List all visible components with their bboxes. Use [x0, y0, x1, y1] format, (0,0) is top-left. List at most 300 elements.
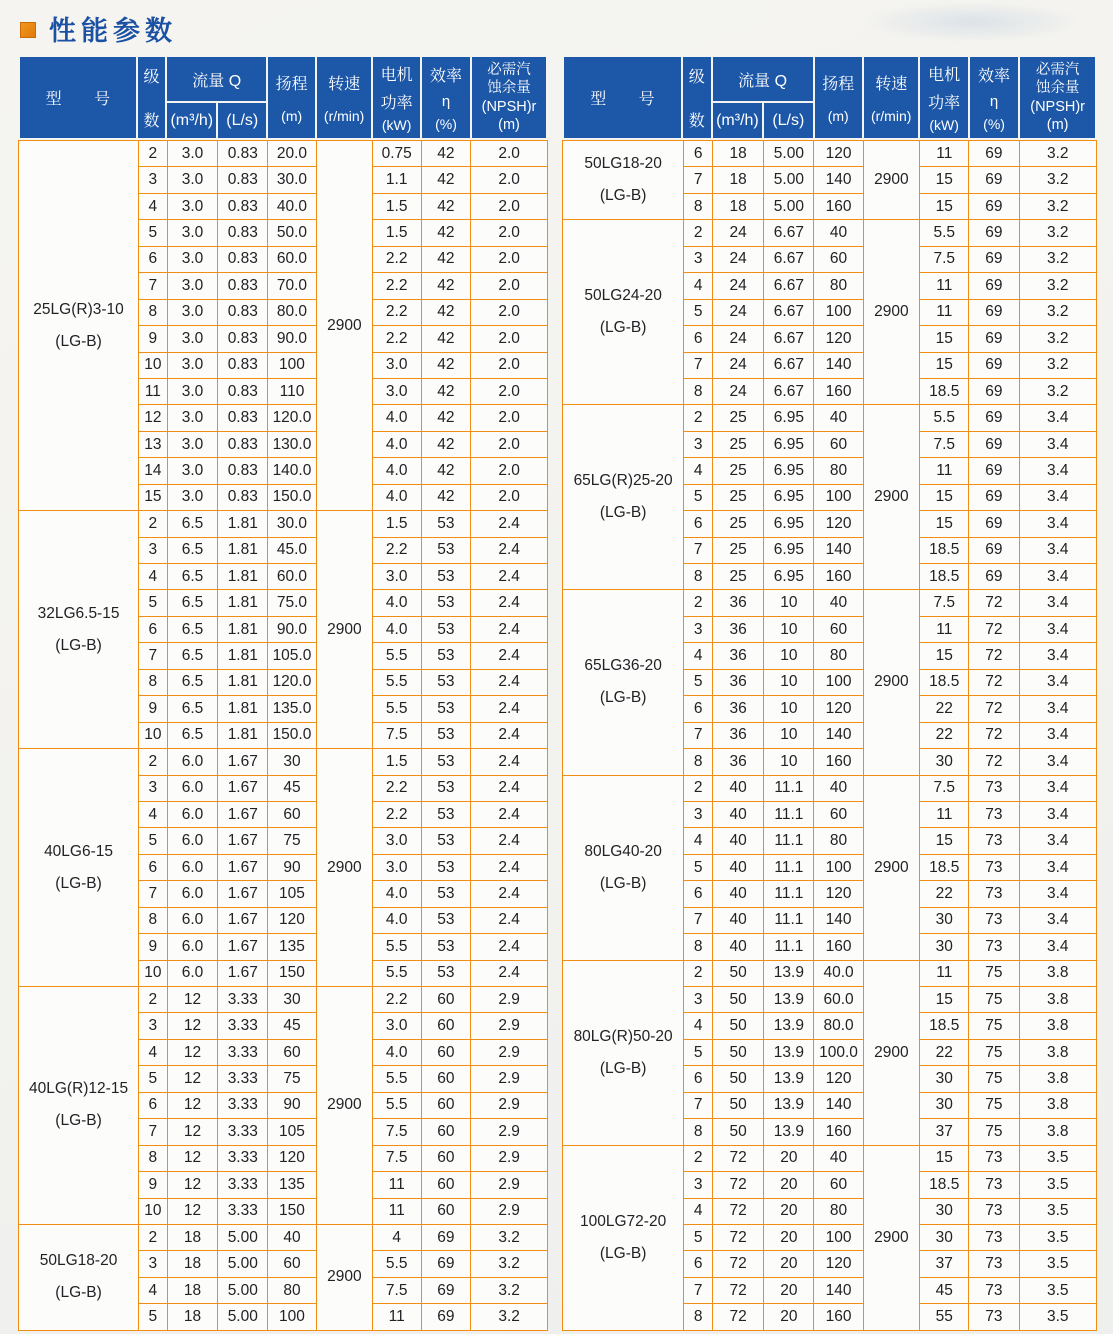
cell-head: 80.0 [268, 299, 317, 325]
speed-cell: 2900 [863, 590, 920, 775]
cell-efficiency: 53 [421, 907, 471, 933]
model-variant: (LG-B) [599, 1059, 647, 1077]
cell-power: 11 [372, 1172, 421, 1198]
cell-flow-m3h: 3.0 [167, 299, 218, 325]
cell-stages: 4 [139, 564, 168, 590]
cell-flow-m3h: 36 [713, 722, 764, 748]
cell-flow-m3h: 40 [713, 881, 764, 907]
cell-head: 45 [268, 1013, 317, 1039]
cell-head: 140 [814, 907, 863, 933]
tables-area [18, 55, 1097, 1331]
table-header [18, 55, 548, 140]
speed-cell: 2900 [863, 1145, 920, 1330]
cell-flow-ls: 0.83 [218, 141, 268, 167]
cell-flow-m3h: 6.0 [167, 801, 218, 827]
cell-power: 11 [920, 801, 969, 827]
cell-flow-m3h: 36 [713, 643, 764, 669]
cell-flow-m3h: 40 [713, 907, 764, 933]
cell-power: 2.2 [372, 775, 421, 801]
cell-power: 11 [372, 1304, 421, 1330]
cell-power: 15 [920, 193, 969, 219]
cell-stages: 6 [684, 1251, 713, 1277]
cell-power: 11 [920, 141, 969, 167]
cell-npsh: 3.2 [1019, 378, 1096, 404]
cell-head: 40.0 [814, 960, 863, 986]
cell-flow-ls: 5.00 [218, 1224, 268, 1250]
cell-efficiency: 60 [421, 1198, 471, 1224]
cell-stages: 4 [684, 1198, 713, 1224]
cell-flow-m3h: 36 [713, 616, 764, 642]
cell-flow-m3h: 3.0 [167, 484, 218, 510]
cell-head: 110 [268, 378, 317, 404]
cell-flow-ls: 6.67 [764, 273, 814, 299]
cell-head: 120 [268, 907, 317, 933]
cell-flow-m3h: 18 [713, 193, 764, 219]
cell-power: 18.5 [920, 1172, 969, 1198]
cell-flow-m3h: 24 [713, 352, 764, 378]
cell-head: 40.0 [268, 193, 317, 219]
cell-stages: 4 [139, 193, 168, 219]
cell-head: 140 [814, 537, 863, 563]
cell-power: 5.5 [372, 1066, 421, 1092]
cell-efficiency: 42 [421, 246, 471, 272]
cell-power: 2.2 [372, 987, 421, 1013]
cell-head: 100 [814, 854, 863, 880]
cell-power: 30 [920, 934, 969, 960]
cell-efficiency: 75 [969, 1013, 1019, 1039]
cell-flow-m3h: 25 [713, 431, 764, 457]
cell-stages: 6 [139, 246, 168, 272]
cell-head: 20.0 [268, 141, 317, 167]
cell-npsh: 3.4 [1019, 801, 1096, 827]
section-title-bar [20, 9, 177, 48]
cell-npsh: 3.4 [1019, 405, 1096, 431]
cell-efficiency: 53 [421, 934, 471, 960]
cell-efficiency: 73 [969, 1172, 1019, 1198]
cell-npsh: 3.4 [1019, 590, 1096, 616]
cell-npsh: 2.0 [471, 352, 548, 378]
speed-cell: 2900 [863, 405, 920, 590]
table-row [19, 749, 548, 775]
model-cell [563, 141, 684, 220]
cell-stages: 8 [684, 378, 713, 404]
cell-stages: 2 [684, 960, 713, 986]
cell-stages: 12 [139, 405, 168, 431]
cell-efficiency: 72 [969, 696, 1019, 722]
cell-stages: 8 [139, 669, 168, 695]
cell-stages: 8 [684, 1304, 713, 1330]
cell-flow-ls: 3.33 [218, 1092, 268, 1118]
cell-power: 22 [920, 696, 969, 722]
cell-head: 60 [814, 431, 863, 457]
cell-npsh: 2.0 [471, 299, 548, 325]
cell-head: 120 [814, 141, 863, 167]
cell-efficiency: 42 [421, 193, 471, 219]
cell-flow-ls: 1.81 [218, 669, 268, 695]
cell-npsh: 3.8 [1019, 1119, 1096, 1145]
cell-power: 5.5 [372, 696, 421, 722]
cell-npsh: 3.4 [1019, 854, 1096, 880]
model-cell [563, 960, 684, 1145]
cell-stages: 8 [139, 1145, 168, 1171]
cell-head: 70.0 [268, 273, 317, 299]
cell-npsh: 3.8 [1019, 1013, 1096, 1039]
cell-flow-m3h: 3.0 [167, 405, 218, 431]
cell-flow-ls: 20 [764, 1304, 814, 1330]
cell-head: 100 [814, 484, 863, 510]
cell-flow-m3h: 50 [713, 1066, 764, 1092]
cell-stages: 13 [139, 431, 168, 457]
cell-stages: 4 [139, 801, 168, 827]
cell-efficiency: 69 [421, 1277, 471, 1303]
cell-npsh: 2.0 [471, 273, 548, 299]
cell-flow-ls: 1.81 [218, 537, 268, 563]
cell-npsh: 3.4 [1019, 775, 1096, 801]
cell-flow-m3h: 6.0 [167, 881, 218, 907]
column-header-flow-m3h: (m³/h) [713, 103, 762, 138]
cell-stages: 7 [684, 537, 713, 563]
cell-efficiency: 69 [969, 431, 1019, 457]
cell-stages: 2 [139, 987, 168, 1013]
cell-npsh: 2.4 [471, 511, 548, 537]
cell-flow-ls: 3.33 [218, 1013, 268, 1039]
cell-efficiency: 73 [969, 775, 1019, 801]
cell-power: 11 [920, 960, 969, 986]
cell-power: 5.5 [372, 960, 421, 986]
cell-flow-m3h: 3.0 [167, 326, 218, 352]
cell-flow-ls: 10 [764, 616, 814, 642]
cell-efficiency: 73 [969, 828, 1019, 854]
cell-stages: 2 [139, 511, 168, 537]
cell-head: 40 [814, 220, 863, 246]
cell-power: 7.5 [920, 431, 969, 457]
cell-efficiency: 42 [421, 458, 471, 484]
cell-flow-ls: 5.00 [764, 141, 814, 167]
cell-flow-ls: 0.83 [218, 352, 268, 378]
speed-cell: 2900 [863, 775, 920, 960]
cell-flow-m3h: 6.5 [167, 669, 218, 695]
column-header-stages: 级 数 [138, 57, 166, 138]
cell-head: 40 [814, 1145, 863, 1171]
column-header-flow-ls: (L/s) [218, 103, 266, 138]
cell-flow-ls: 13.9 [764, 1092, 814, 1118]
cell-stages: 9 [139, 1172, 168, 1198]
cell-efficiency: 69 [969, 458, 1019, 484]
cell-head: 30 [268, 749, 317, 775]
cell-stages: 8 [139, 907, 168, 933]
cell-power: 15 [920, 828, 969, 854]
cell-flow-ls: 1.67 [218, 881, 268, 907]
cell-stages: 6 [684, 1066, 713, 1092]
table-row [19, 511, 548, 537]
cell-flow-m3h: 6.5 [167, 590, 218, 616]
cell-npsh: 2.4 [471, 960, 548, 986]
cell-flow-m3h: 18 [167, 1277, 218, 1303]
cell-npsh: 3.8 [1019, 1092, 1096, 1118]
cell-head: 140 [814, 1277, 863, 1303]
cell-stages: 7 [139, 1119, 168, 1145]
cell-npsh: 3.2 [471, 1304, 548, 1330]
cell-head: 60 [814, 1172, 863, 1198]
speed-cell: 2900 [316, 987, 372, 1225]
cell-flow-ls: 6.95 [764, 431, 814, 457]
cell-efficiency: 53 [421, 590, 471, 616]
cell-head: 140 [814, 1092, 863, 1118]
cell-head: 130.0 [268, 431, 317, 457]
model-name: 65LG(R)25-20 [573, 472, 673, 490]
cell-efficiency: 73 [969, 1224, 1019, 1250]
cell-power: 22 [920, 1039, 969, 1065]
cell-power: 4 [372, 1224, 421, 1250]
cell-stages: 2 [684, 220, 713, 246]
cell-efficiency: 69 [969, 405, 1019, 431]
cell-npsh: 3.2 [471, 1224, 548, 1250]
cell-power: 3.0 [372, 378, 421, 404]
cell-flow-ls: 6.95 [764, 564, 814, 590]
cell-stages: 4 [139, 1277, 168, 1303]
cell-head: 140 [814, 722, 863, 748]
cell-efficiency: 69 [969, 352, 1019, 378]
cell-power: 15 [920, 167, 969, 193]
cell-power: 15 [920, 643, 969, 669]
cell-flow-ls: 1.67 [218, 854, 268, 880]
cell-npsh: 2.4 [471, 801, 548, 827]
cell-flow-m3h: 6.5 [167, 564, 218, 590]
cell-head: 160 [814, 378, 863, 404]
cell-power: 22 [920, 881, 969, 907]
cell-npsh: 3.4 [1019, 431, 1096, 457]
cell-stages: 10 [139, 960, 168, 986]
cell-efficiency: 73 [969, 881, 1019, 907]
cell-flow-ls: 3.33 [218, 987, 268, 1013]
cell-flow-m3h: 12 [167, 987, 218, 1013]
cell-stages: 6 [684, 141, 713, 167]
cell-flow-m3h: 6.0 [167, 828, 218, 854]
cell-power: 2.2 [372, 273, 421, 299]
cell-power: 18.5 [920, 564, 969, 590]
cell-efficiency: 60 [421, 987, 471, 1013]
cell-stages: 7 [684, 907, 713, 933]
cell-npsh: 3.2 [471, 1251, 548, 1277]
cell-power: 4.0 [372, 458, 421, 484]
cell-stages: 5 [684, 854, 713, 880]
cell-npsh: 3.5 [1019, 1172, 1096, 1198]
cell-efficiency: 69 [969, 484, 1019, 510]
cell-flow-m3h: 36 [713, 696, 764, 722]
cell-efficiency: 60 [421, 1039, 471, 1065]
cell-flow-ls: 6.67 [764, 220, 814, 246]
cell-efficiency: 42 [421, 273, 471, 299]
cell-flow-ls: 0.83 [218, 378, 268, 404]
cell-efficiency: 60 [421, 1013, 471, 1039]
cell-flow-ls: 0.83 [218, 484, 268, 510]
cell-npsh: 2.9 [471, 1013, 548, 1039]
model-name: 65LG36-20 [584, 657, 662, 675]
cell-efficiency: 53 [421, 960, 471, 986]
cell-npsh: 2.9 [471, 1039, 548, 1065]
cell-stages: 6 [139, 854, 168, 880]
cell-stages: 4 [684, 458, 713, 484]
cell-efficiency: 42 [421, 378, 471, 404]
cell-efficiency: 75 [969, 960, 1019, 986]
cell-flow-m3h: 6.0 [167, 907, 218, 933]
cell-stages: 4 [684, 1013, 713, 1039]
cell-power: 7.5 [920, 246, 969, 272]
cell-efficiency: 69 [969, 537, 1019, 563]
cell-power: 2.2 [372, 537, 421, 563]
cell-flow-m3h: 50 [713, 1119, 764, 1145]
cell-flow-m3h: 6.0 [167, 960, 218, 986]
cell-npsh: 2.0 [471, 405, 548, 431]
page-title: 性能参数 [49, 16, 177, 46]
cell-flow-ls: 0.83 [218, 299, 268, 325]
cell-stages: 3 [684, 1172, 713, 1198]
cell-npsh: 3.4 [1019, 669, 1096, 695]
cell-npsh: 3.4 [1019, 616, 1096, 642]
cell-power: 5.5 [372, 934, 421, 960]
cell-power: 7.5 [372, 722, 421, 748]
cell-flow-ls: 1.67 [218, 801, 268, 827]
speed-cell: 2900 [316, 1224, 372, 1330]
cell-npsh: 2.9 [471, 1119, 548, 1145]
cell-npsh: 2.9 [471, 1145, 548, 1171]
cell-efficiency: 69 [421, 1304, 471, 1330]
cell-power: 3.0 [372, 1013, 421, 1039]
cell-flow-ls: 10 [764, 722, 814, 748]
square-bullet-icon [20, 22, 36, 38]
cell-stages: 14 [139, 458, 168, 484]
cell-power: 4.0 [372, 484, 421, 510]
cell-npsh: 3.2 [1019, 326, 1096, 352]
cell-npsh: 3.8 [1019, 960, 1096, 986]
cell-stages: 8 [139, 299, 168, 325]
cell-flow-m3h: 3.0 [167, 352, 218, 378]
model-cell [563, 1145, 684, 1330]
cell-power: 15 [920, 987, 969, 1013]
cell-efficiency: 42 [421, 299, 471, 325]
cell-efficiency: 60 [421, 1066, 471, 1092]
cell-flow-ls: 1.81 [218, 696, 268, 722]
column-header-flow-m3h: (m³/h) [167, 103, 216, 138]
cell-efficiency: 69 [969, 220, 1019, 246]
cell-npsh: 2.9 [471, 1092, 548, 1118]
cell-head: 80 [814, 1198, 863, 1224]
cell-npsh: 3.2 [1019, 246, 1096, 272]
cell-power: 2.2 [372, 326, 421, 352]
cell-npsh: 3.2 [1019, 193, 1096, 219]
cell-power: 22 [920, 722, 969, 748]
cell-power: 11 [920, 616, 969, 642]
cell-head: 80 [268, 1277, 317, 1303]
cell-head: 60.0 [268, 246, 317, 272]
column-header-power: 电机 功率 (kW) [373, 57, 420, 138]
cell-flow-m3h: 24 [713, 378, 764, 404]
cell-flow-m3h: 40 [713, 775, 764, 801]
cell-efficiency: 69 [969, 564, 1019, 590]
cell-efficiency: 53 [421, 537, 471, 563]
cell-npsh: 3.2 [471, 1277, 548, 1303]
cell-head: 40 [814, 590, 863, 616]
cell-flow-m3h: 3.0 [167, 378, 218, 404]
cell-flow-ls: 0.83 [218, 193, 268, 219]
cell-head: 60 [268, 1039, 317, 1065]
cell-npsh: 2.0 [471, 484, 548, 510]
table-row [563, 960, 1097, 986]
cell-flow-ls: 0.83 [218, 220, 268, 246]
cell-power: 55 [920, 1304, 969, 1330]
cell-efficiency: 72 [969, 749, 1019, 775]
cell-power: 1.5 [372, 193, 421, 219]
column-header-stages: 级 数 [683, 57, 711, 138]
cell-power: 37 [920, 1251, 969, 1277]
cell-npsh: 2.4 [471, 616, 548, 642]
cell-flow-m3h: 6.0 [167, 749, 218, 775]
cell-npsh: 3.4 [1019, 881, 1096, 907]
cell-npsh: 2.4 [471, 854, 548, 880]
speed-cell: 2900 [316, 511, 372, 749]
cell-flow-ls: 5.00 [764, 193, 814, 219]
cell-stages: 3 [139, 167, 168, 193]
cell-npsh: 3.5 [1019, 1304, 1096, 1330]
cell-power: 30 [920, 1198, 969, 1224]
cell-flow-m3h: 36 [713, 590, 764, 616]
cell-flow-m3h: 25 [713, 405, 764, 431]
cell-flow-ls: 0.83 [218, 273, 268, 299]
cell-npsh: 2.0 [471, 431, 548, 457]
cell-flow-m3h: 12 [167, 1013, 218, 1039]
cell-head: 105 [268, 1119, 317, 1145]
cell-power: 0.75 [372, 141, 421, 167]
cell-head: 75 [268, 1066, 317, 1092]
cell-stages: 3 [139, 1013, 168, 1039]
cell-stages: 8 [684, 934, 713, 960]
table-row [563, 1145, 1097, 1171]
model-name: 50LG24-20 [584, 287, 662, 305]
cell-npsh: 2.9 [471, 1172, 548, 1198]
model-name: 50LG18-20 [39, 1252, 118, 1270]
cell-stages: 6 [684, 881, 713, 907]
cell-stages: 5 [139, 1304, 168, 1330]
cell-flow-m3h: 3.0 [167, 193, 218, 219]
cell-flow-m3h: 12 [167, 1119, 218, 1145]
column-header-head: 扬程 (m) [815, 57, 862, 138]
cell-flow-m3h: 6.5 [167, 696, 218, 722]
cell-npsh: 3.4 [1019, 934, 1096, 960]
cell-npsh: 3.2 [1019, 220, 1096, 246]
cell-head: 60 [268, 801, 317, 827]
cell-flow-m3h: 36 [713, 749, 764, 775]
cell-power: 4.0 [372, 881, 421, 907]
cell-npsh: 3.4 [1019, 722, 1096, 748]
cell-power: 45 [920, 1277, 969, 1303]
cell-power: 18.5 [920, 854, 969, 880]
cell-stages: 6 [684, 511, 713, 537]
model-cell [19, 511, 139, 749]
cell-flow-ls: 10 [764, 749, 814, 775]
cell-power: 30 [920, 907, 969, 933]
cell-efficiency: 53 [421, 775, 471, 801]
cell-head: 90 [268, 1092, 317, 1118]
cell-stages: 3 [684, 801, 713, 827]
cell-npsh: 3.5 [1019, 1277, 1096, 1303]
table-row [563, 775, 1097, 801]
cell-npsh: 2.9 [471, 987, 548, 1013]
cell-stages: 7 [139, 881, 168, 907]
cell-flow-ls: 1.81 [218, 643, 268, 669]
cell-power: 2.2 [372, 246, 421, 272]
cell-flow-ls: 20 [764, 1277, 814, 1303]
cell-flow-ls: 6.95 [764, 484, 814, 510]
